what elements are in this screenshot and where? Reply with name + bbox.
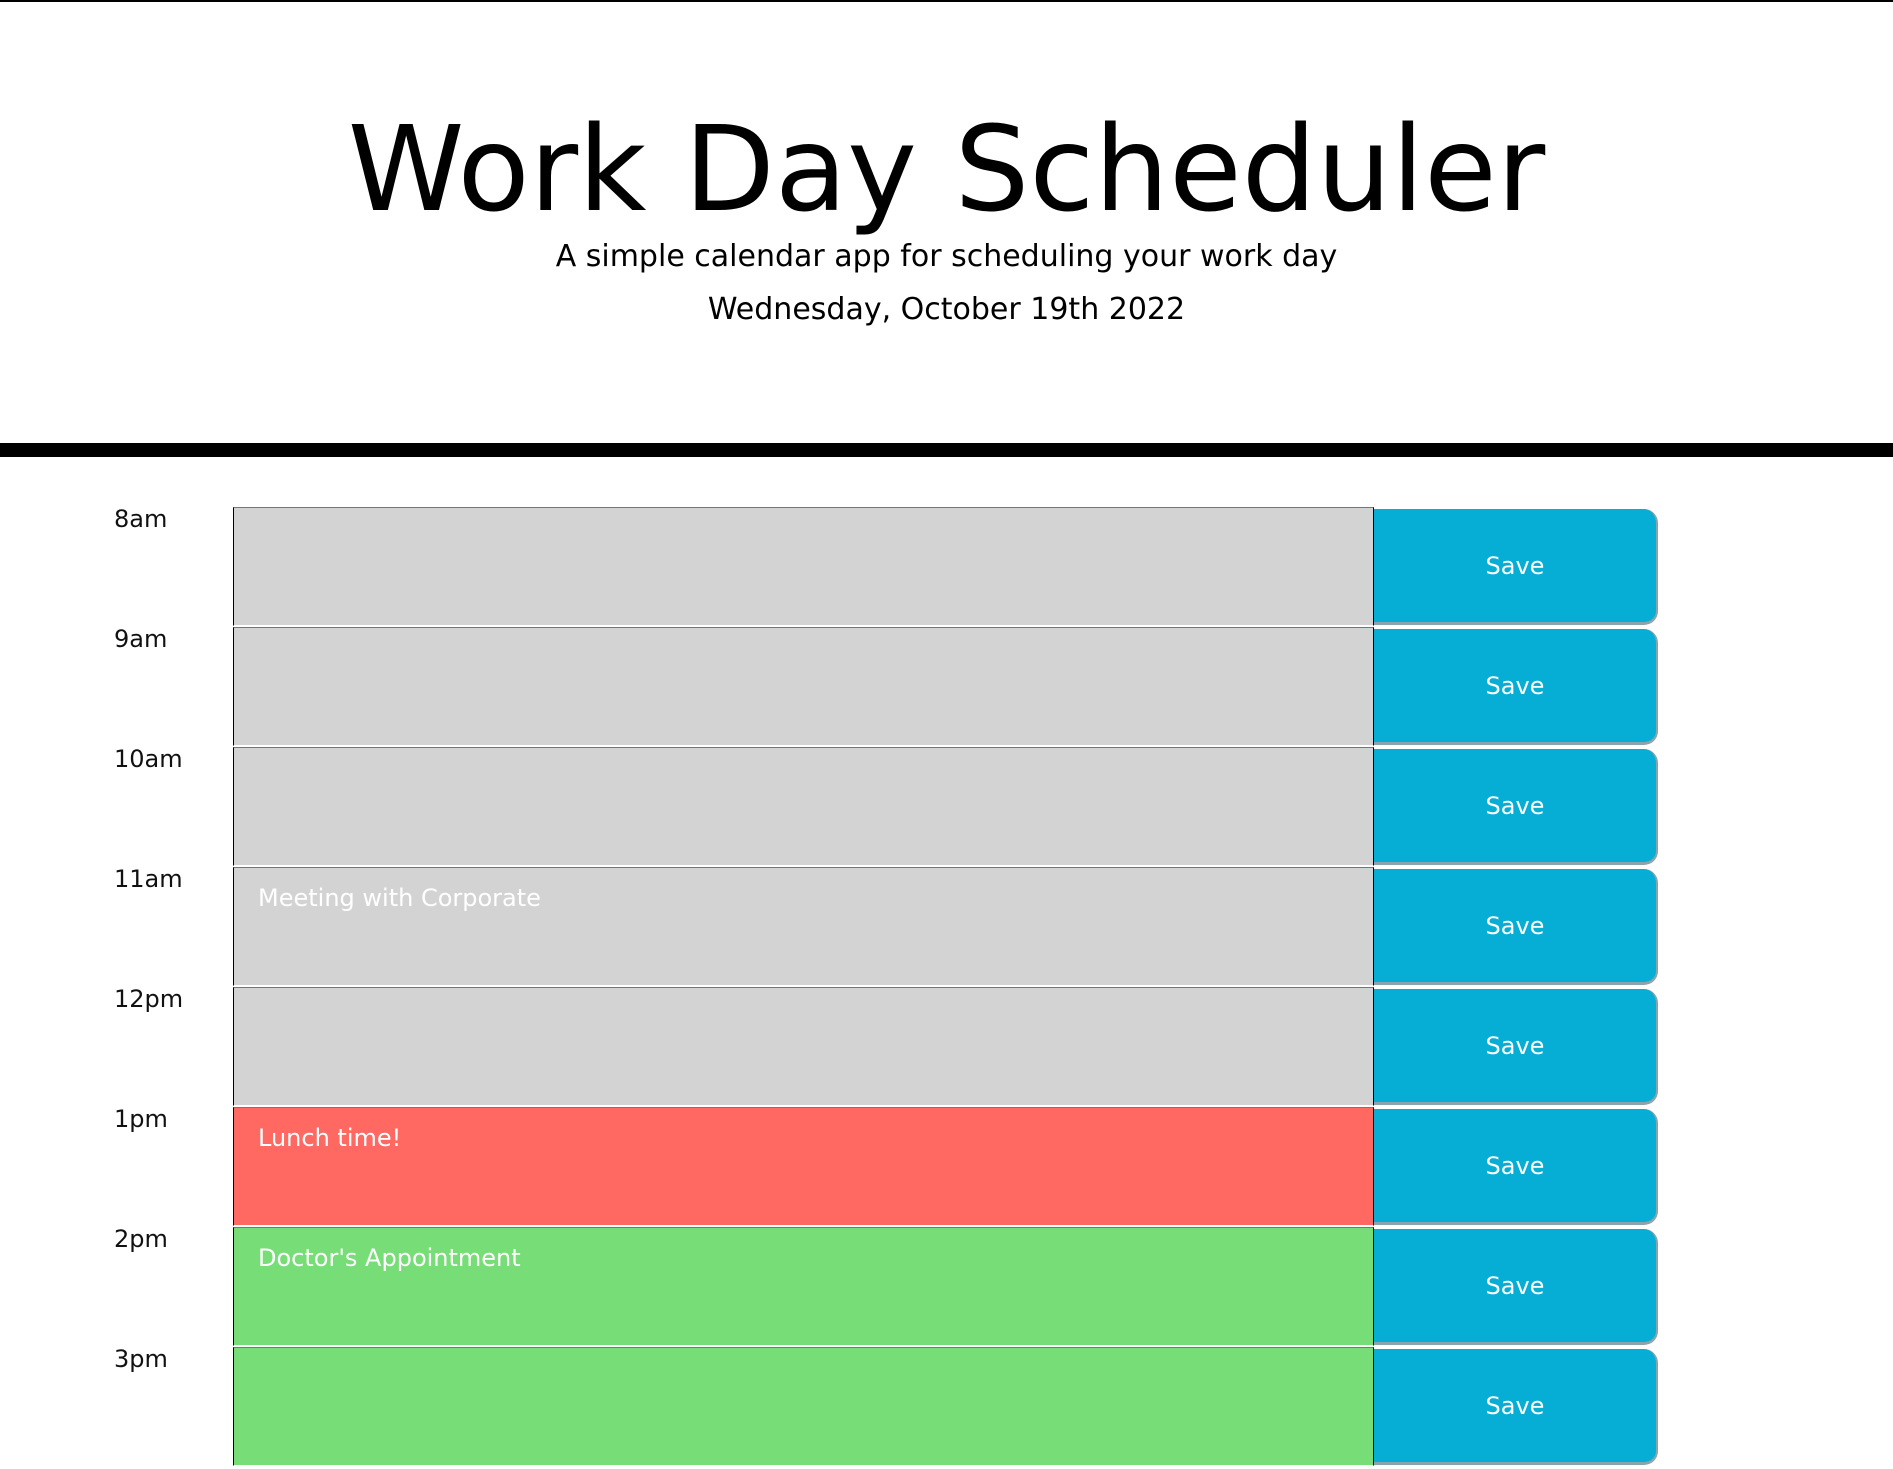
timeblock-row bbox=[0, 1347, 1893, 1467]
event-input[interactable] bbox=[233, 1107, 1374, 1226]
event-input[interactable] bbox=[233, 987, 1374, 1106]
hour-label: 3pm bbox=[114, 1345, 168, 1373]
timeblock-row bbox=[0, 627, 1893, 747]
hour-label: 12pm bbox=[114, 985, 184, 1013]
current-day: Wednesday, October 19th 2022 bbox=[707, 292, 1186, 327]
timeblock-row bbox=[0, 1107, 1893, 1227]
event-input[interactable] bbox=[233, 627, 1374, 746]
hour-label: 2pm bbox=[114, 1225, 168, 1253]
save-button[interactable]: Save bbox=[1374, 1229, 1658, 1345]
timeblock-row bbox=[0, 507, 1893, 627]
save-button[interactable]: Save bbox=[1374, 989, 1658, 1105]
save-button[interactable]: Save bbox=[1374, 749, 1658, 865]
event-input[interactable] bbox=[233, 507, 1374, 626]
save-button[interactable]: Save bbox=[1374, 1109, 1658, 1225]
event-input[interactable] bbox=[233, 747, 1374, 866]
save-button[interactable]: Save bbox=[1374, 509, 1658, 625]
save-button[interactable]: Save bbox=[1374, 1349, 1658, 1465]
hour-label: 8am bbox=[114, 505, 168, 533]
hour-label: 10am bbox=[114, 745, 183, 773]
hour-label: 11am bbox=[114, 865, 183, 893]
save-button[interactable]: Save bbox=[1374, 869, 1658, 985]
timeblock-row bbox=[0, 867, 1893, 987]
event-input[interactable] bbox=[233, 1227, 1374, 1346]
event-input[interactable] bbox=[233, 867, 1374, 986]
timeblock-row bbox=[0, 747, 1893, 867]
hour-label: 9am bbox=[114, 625, 168, 653]
hour-label: 1pm bbox=[114, 1105, 168, 1133]
timeblock-row bbox=[0, 987, 1893, 1107]
timeblocks-container bbox=[0, 507, 1893, 1467]
event-input[interactable] bbox=[233, 1347, 1374, 1466]
timeblock-row bbox=[0, 1227, 1893, 1347]
save-button[interactable]: Save bbox=[1374, 629, 1658, 745]
page-title: Work Day Scheduler bbox=[347, 100, 1546, 238]
page-subtitle: A simple calendar app for scheduling your work day bbox=[555, 239, 1338, 274]
header bbox=[0, 2, 1893, 457]
